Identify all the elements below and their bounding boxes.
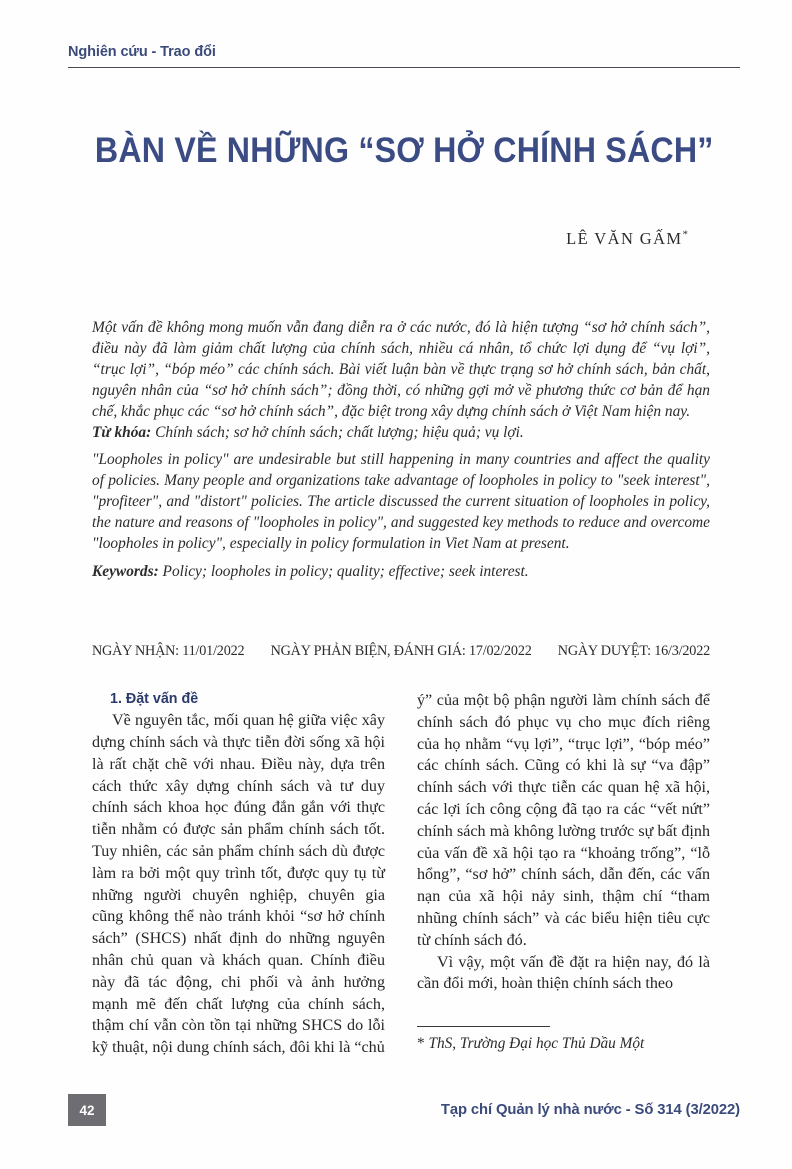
body-paragraph-right-1: ý” của một bộ phận người làm chính sách để chính sách đó phục vụ cho mục đích riêng của họ nhằm “vụ lợi”, “trục lợi”, “bóp méo” các chính sách. Cũng có khi là sự “va đập” chính sách với thực tiễn các quan hệ xã hội, các lợi ích công cộng đã tạo ra các “vết nứt” chính sách mà không lường trước sự bất định của vấn đề xã hội tạo ra “khoảng trống”, “lỗ hổng”, “sơ hở” chính sách, dẫn đến, các vấn nạn của xã hội nảy sinh, thậm chí “tham nhũng chính sách” và các biểu hiện tiêu cực từ chính sách đó. (417, 692, 710, 949)
column-left (92, 690, 385, 1078)
footnote-divider (417, 1026, 550, 1027)
abstract-vietnamese: Một vấn đề không mong muốn vẫn đang diễn ra ở các nước, đó là hiện tượng “sơ hở chính sách”, điều này đã làm giảm chất lượng của chính sách, nhiều cá nhân, tổ chức lợi dụng để “vụ lợi”, “trục lợi”, “bóp méo” các chính sách. Bài viết luận bàn về thực trạng sơ hở chính sách, bản chất, nguyên nhân của “sơ hở chính sách”; đồng thời, có những gợi mở về phương thức cơ bản để hạn chế, khắc phục các “sơ hở chính sách”, đặc biệt trong xây dựng chính sách ở Việt Nam hiện nay. (92, 319, 710, 420)
page-footer (68, 1094, 740, 1138)
keywords-vietnamese (92, 423, 710, 444)
date-approved: NGÀY DUYỆT: 16/3/2022 (557, 643, 710, 659)
author-block (68, 228, 688, 249)
page-title: BÀN VỀ NHỮNG “SƠ HỞ CHÍNH SÁCH” (94, 131, 714, 170)
section-heading-1: 1. Đặt vấn đề (110, 691, 199, 707)
author-name-text: LÊ VĂN GẤM (566, 228, 683, 248)
title-block (68, 132, 740, 170)
body-columns (92, 690, 710, 1078)
author-footnote-marker: * (682, 228, 688, 240)
footnote-content (417, 1034, 710, 1054)
body-paragraph-right-2: Vì vậy, một vấn đề đặt ra hiện nay, đó là cần đổi mới, hoàn thiện chính sách theo (417, 953, 710, 993)
keywords-vietnamese-label: Từ khóa: (92, 424, 152, 442)
footnote-marker: * (417, 1035, 425, 1052)
date-received: NGÀY NHẬN: 11/01/2022 (92, 643, 245, 659)
abstract-english: "Loopholes in policy" are undesirable but still happening in many countries and affect the quality of policies. Many people and organizations take advantage of loopholes in policy to "seek interest", "profiteer", and "distort" policies. The article discussed the current situation of loopholes in policy, the nature and reasons of "loopholes in policy", and suggested key methods to reduce and overcome "loopholes in policy", especially in policy formulation in Viet Nam at present. (92, 451, 710, 552)
running-head-label: Nghiên cứu - Trao đổi (68, 44, 216, 60)
keywords-english-value: Policy; loopholes in policy; quality; effective; seek interest. (158, 562, 529, 580)
body-paragraph-left: Về nguyên tắc, mối quan hệ giữa việc xây dựng chính sách và thực tiễn đời sống xã hội là rất chặt chẽ với nhau. Điều này, dựa trên cách thức xây dựng chính sách và tư duy chính sách khoa học đúng đắn gắn với thực tiễn nhằm có được sản phẩm chính sách tốt. Tuy nhiên, các sản phẩm chính sách dù được làm ra bởi một quy trình tốt, được quy tụ từ những người chuyên nghiệp, chuyên gia cũng không thể nào tránh khỏi “sơ hở chính sách” (SHCS) nhất định do những nguyên nhân chủ quan và khách quan. Chính điều này đã tác động, chi phối và ảnh hưởng mạnh mẽ đến chất lượng của chính sách, thậm chí vẫn còn tồn tại những SHCS do lỗi kỹ thuật, nội dung chính sách, đôi khi là “chủ (92, 712, 385, 1057)
keywords-vietnamese-value: Chính sách; sơ hở chính sách; chất lượng; hiệu quả; vụ lợi. (151, 424, 524, 442)
footnote-affiliation: ThS, Trường Đại học Thủ Dầu Một (424, 1035, 645, 1052)
abstract-block (92, 318, 710, 583)
page-number: 42 (79, 1102, 95, 1118)
publication-dates (92, 643, 710, 660)
page-number-badge (68, 1094, 106, 1126)
header-divider (68, 67, 740, 68)
keywords-english-label: Keywords: (92, 562, 159, 580)
running-head (68, 44, 740, 68)
author-name (566, 229, 688, 248)
column-right (417, 690, 710, 1078)
footnote-block (417, 1026, 710, 1054)
keywords-english (92, 562, 710, 583)
date-reviewed: NGÀY PHẢN BIỆN, ĐÁNH GIÁ: 17/02/2022 (270, 643, 532, 659)
journal-footer-title: Tạp chí Quản lý nhà nước - Số 314 (3/2022) (440, 1102, 740, 1118)
